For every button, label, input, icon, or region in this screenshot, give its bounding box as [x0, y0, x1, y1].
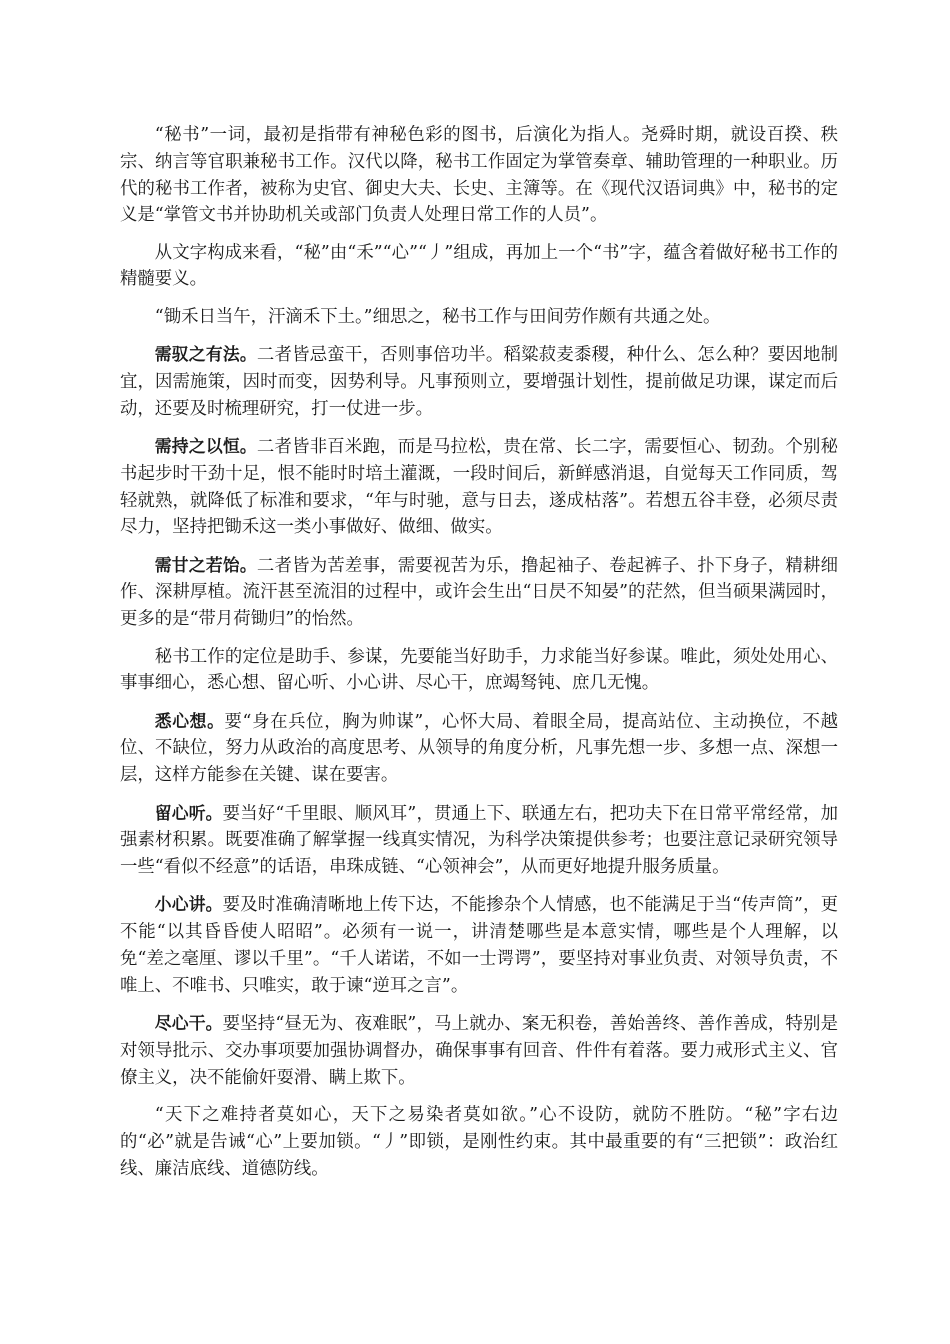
paragraph-lead: 尽心干。: [154, 1013, 223, 1034]
paragraph-lead: 留心听。: [154, 802, 223, 823]
paragraph-lead: 需持之以恒。: [154, 435, 257, 456]
paragraph-text: 要及时准确清晰地上传下达，不能掺杂个人情感，也不能满足于当“传声筒”，更不能“以其昏昏使人昭昭”。必须有一说一，讲清楚哪些是本意实情，哪些是个人理解，以免“差之毫厘、谬以千里”。“千人诺诺，不如一士谔谔”，要坚持对事业负责、对领导负责，不唯上、不唯书、只唯实，敢于谏“逆耳之言”。: [120, 895, 838, 996]
paragraph-text: 要坚持“昼无为、夜难眠”，马上就办、案无积卷，善始善终、善作善成，特别是对领导批示、交办事项要加强协调督办，确保事事有回音、件件有着落。要力戒形式主义、官僚主义，决不能偷奸耍滑、瞒上欺下。: [120, 1014, 838, 1088]
paragraph-1: [120, 122, 838, 229]
paragraph-6: [120, 552, 838, 633]
paragraph-lead: 悉心想。: [154, 710, 225, 731]
paragraph-2: [120, 240, 838, 294]
paragraph-text: 要当好“千里眼、顺风耳”，贯通上下、联通左右，把功夫下在日常平常经常，加强素材积累。既要准确了解掌握一线真实情况，为科学决策提供参考；也要注意记录研究领导一些“看似不经意”的话语，串珠成链、“心领神会”，从而更好地提升服务质量。: [120, 803, 838, 878]
paragraph-text: “锄禾日当午，汗滴禾下土。”细思之，秘书工作与田间劳作颇有共通之处。: [154, 306, 721, 327]
document-body: [120, 122, 838, 1193]
paragraph-3: [120, 304, 838, 331]
paragraph-text: 秘书工作的定位是助手、参谋，先要能当好助手，力求能当好参谋。唯此，须处处用心、事事细心，悉心想、留心听、小心讲、尽心干，庶竭驽钝、庶几无愧。: [120, 646, 838, 694]
paragraph-12: [120, 1102, 838, 1182]
paragraph-10: [120, 891, 838, 999]
paragraph-text: 二者皆忌蛮干，否则事倍功半。稻粱菽麦黍稷，种什么、怎么种？要因地制宜，因需施策，因时而变，因势利导。凡事预则立，要增强计划性，提前做足功课，谋定而后动，还要及时梳理研究，打一仗进一步。: [120, 345, 838, 419]
paragraph-8: [120, 708, 838, 789]
paragraph-4: [120, 341, 838, 422]
paragraph-7: [120, 644, 838, 698]
paragraph-lead: 需甘之若饴。: [154, 554, 257, 575]
paragraph-text: 要“身在兵位，胸为帅谋”，心怀大局、着眼全局，提高站位、主动换位，不越位、不缺位，努力从政治的高度思考、从领导的角度分析，凡事先想一步、多想一点、深想一层，这样方能参在关键、谋在要害。: [120, 711, 838, 786]
paragraph-text: 从文字构成来看，“秘”由“禾”“心”“丿”组成，再加上一个“书”字，蕴含着做好秘书工作的精髓要义。: [120, 242, 838, 290]
paragraph-text: “秘书”一词，最初是指带有神秘色彩的图书，后演化为指人。尧舜时期，就设百揆、秩宗、纳言等官职兼秘书工作。汉代以降，秘书工作固定为掌管奏章、辅助管理的一种职业。历代的秘书工作者，被称为史官、御史大夫、长史、主簿等。在《现代汉语词典》中，秘书的定义是“掌管文书并协助机关或部门负责人处理日常工作的人员”。: [120, 125, 838, 226]
paragraph-text: “天下之难持者莫如心，天下之易染者莫如欲。”心不设防，就防不胜防。“秘”字右边的“必”就是告诫“心”上要加锁。“丿”即锁，是刚性约束。其中最重要的有“三把锁”：政治红线、廉洁底线、道德防线。: [120, 1105, 838, 1179]
paragraph-lead: 需驭之有法。: [154, 344, 257, 365]
paragraph-text: 二者皆非百米跑，而是马拉松，贵在常、长二字，需要恒心、韧劲。个别秘书起步时干劲十足，恨不能时时培土灌溉，一段时间后，新鲜感消退，自觉每天工作同质，驾轻就熟，就降低了标准和要求，“年与时驰，意与日去，遂成枯落”。若想五谷丰登，必须尽责尽力，坚持把锄禾这一类小事做好、做细、做实。: [120, 436, 838, 538]
paragraph-9: [120, 800, 838, 881]
paragraph-5: [120, 433, 838, 541]
paragraph-11: [120, 1010, 838, 1091]
paragraph-lead: 小心讲。: [154, 894, 223, 915]
paragraph-text: 二者皆为苦差事，需要视苦为乐，撸起袖子、卷起裤子、扑下身子，精耕细作、深耕厚植。流汗甚至流泪的过程中，或许会生出“日昃不知晏”的茫然，但当硕果满园时，更多的是“带月荷锄归”的怡然。: [120, 555, 838, 630]
